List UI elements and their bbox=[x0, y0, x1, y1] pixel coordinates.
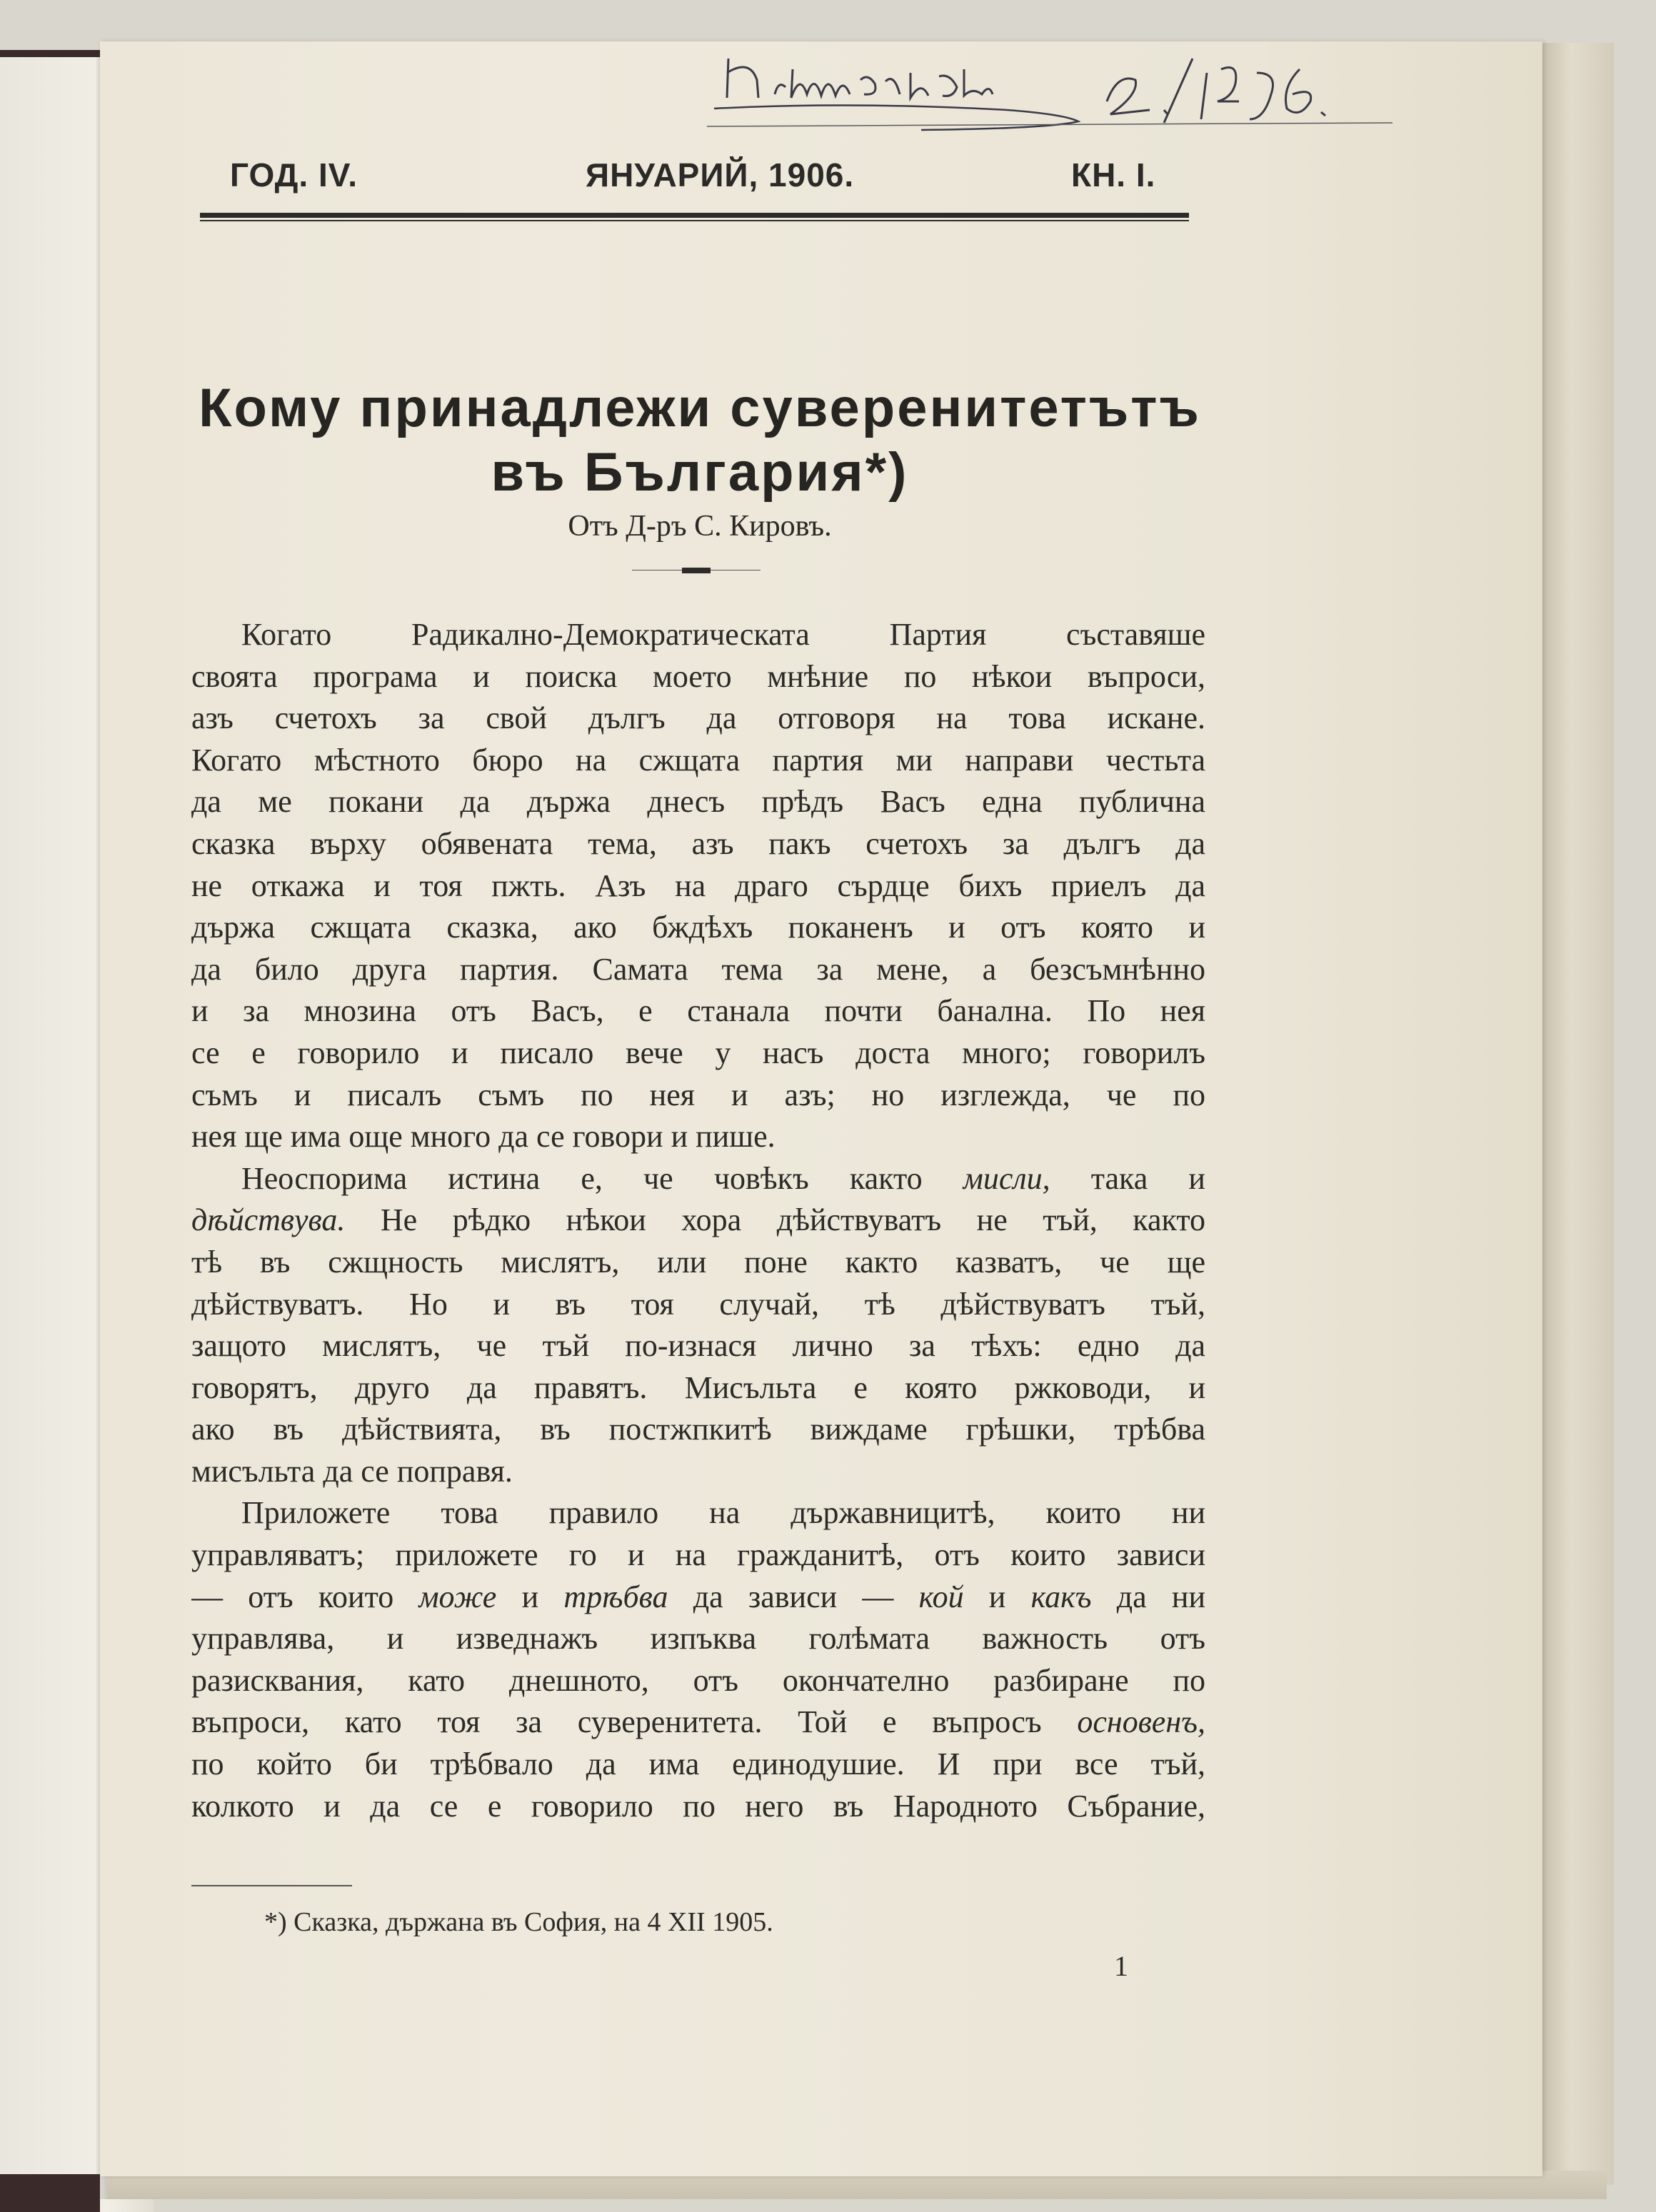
body-line: се е говорило и писало вече у насъ доста много; говорилъ bbox=[191, 1035, 1205, 1070]
italic-run: основенъ, bbox=[1077, 1704, 1205, 1740]
footnote-rule bbox=[191, 1885, 352, 1886]
handwriting-signature-icon bbox=[707, 30, 1392, 137]
body-line: Когато Радикално-Демократическата Партия съставяше bbox=[241, 617, 1205, 652]
body-line: дѣйствуватъ. Но и въ тоя случай, тѣ дѣйствуватъ тъй, bbox=[191, 1286, 1205, 1322]
italic-run: мисли, bbox=[963, 1160, 1050, 1196]
italic-run: кой bbox=[918, 1579, 964, 1614]
text-run: и bbox=[963, 1579, 1031, 1614]
page-number: 1 bbox=[1114, 1950, 1128, 1982]
body-line: управлява, и изведнажъ изпъква голѣмата важность отъ bbox=[191, 1621, 1205, 1657]
body-line: ако въ дѣйствията, въ постжпкитѣ виждаме грѣшки, трѣбва bbox=[191, 1412, 1205, 1447]
body-line: нея ще има още много да се говори и пише. bbox=[191, 1119, 776, 1155]
body-line: колкото и да се е говорило по него въ Народното Събрание, bbox=[191, 1788, 1205, 1824]
running-header bbox=[193, 156, 1193, 198]
handwritten-inscription bbox=[707, 30, 1392, 137]
footnote: *) Сказка, държана въ София, на 4 XII 1905. bbox=[264, 1907, 773, 1937]
body-line: управляватъ; приложете го и на гражданитѣ, отъ които зависи bbox=[191, 1537, 1205, 1573]
body-line: говорятъ, друго да правятъ. Мисъльта е която ржководи, и bbox=[191, 1369, 1205, 1405]
italic-run: трѣбва bbox=[563, 1579, 668, 1614]
header-rule-thick bbox=[200, 213, 1189, 218]
body-line: по който би трѣбвало да има единодушие. И при все тъй, bbox=[191, 1746, 1205, 1782]
text-run: Не рѣдко нѣкои хора дѣйствуватъ не тъй, както bbox=[345, 1202, 1205, 1238]
header-date: ЯНУАРИЙ, 1906. bbox=[586, 156, 855, 193]
body-line: Когато мѣстното бюро на сжщата партия ми направи честьта bbox=[191, 742, 1205, 778]
body-line bbox=[191, 1577, 1205, 1619]
text-run: да зависи — bbox=[668, 1579, 919, 1614]
italic-run: може bbox=[418, 1579, 497, 1614]
book-cover-edge-bottom bbox=[0, 2174, 100, 2212]
article-byline: Отъ Д-ръ С. Кировъ. bbox=[568, 510, 832, 543]
italic-run: какъ bbox=[1030, 1579, 1092, 1614]
text-run: да ни bbox=[1091, 1579, 1205, 1614]
body-line: да било друга партия. Самата тема за мене, а безсъмнѣнно bbox=[191, 951, 1205, 987]
body-line: сказка върху обявената тема, азъ пакъ счетохъ за дългъ да bbox=[191, 825, 1205, 861]
italic-run: дѣйствува. bbox=[191, 1202, 346, 1238]
ornament-divider bbox=[632, 568, 761, 573]
body-line: държа сжщата сказка, ако бждѣхъ поканенъ и отъ която и bbox=[191, 910, 1205, 945]
article-body bbox=[191, 614, 1205, 1827]
body-line: мисъльта да се поправя. bbox=[191, 1453, 513, 1489]
article-title-line-1: Кому принадлежи суверенитетътъ bbox=[199, 378, 1201, 438]
text-run: — отъ които bbox=[191, 1579, 419, 1614]
header-year: ГОД. IV. bbox=[230, 156, 358, 193]
body-line: и за мнозина отъ Васъ, е станала почти банална. По нея bbox=[191, 993, 1205, 1029]
header-rule-thin bbox=[200, 220, 1189, 221]
body-line bbox=[191, 1158, 1205, 1200]
body-line: Приложете това правило на държавницитѣ, които ни bbox=[241, 1495, 1205, 1531]
header-book-number: КН. I. bbox=[1071, 156, 1156, 193]
body-line: азъ счетохъ за свой дългъ да отговоря на това искане. bbox=[191, 700, 1205, 736]
body-line bbox=[191, 1200, 1205, 1242]
body-line: защото мислятъ, че тъй по-изнася лично за тѣхъ: едно да bbox=[191, 1328, 1205, 1364]
text-run: въпроси, като тоя за суверенитета. Той е въпросъ bbox=[191, 1704, 1078, 1740]
article-title-line-2: въ България*) bbox=[491, 442, 909, 503]
body-line: своята програма и поиска моето мнѣние по нѣкои въпроси, bbox=[191, 658, 1205, 694]
text-run: така и bbox=[1050, 1160, 1205, 1196]
page-block-edge bbox=[1542, 43, 1614, 2185]
body-line: не откажа и тоя пжть. Азъ на драго сърдце бихъ приелъ да bbox=[191, 868, 1205, 903]
body-line: да ме покани да държа днесъ прѣдъ Васъ една публична bbox=[191, 784, 1205, 820]
body-line: съмъ и писалъ съмъ по нея и азъ; но изглежда, че по bbox=[191, 1077, 1205, 1112]
text-run: и bbox=[496, 1579, 564, 1614]
body-line: тѣ въ сжщность мислятъ, или поне както казватъ, че ще bbox=[191, 1244, 1205, 1280]
body-line bbox=[191, 1701, 1205, 1744]
body-line: разисквания, като днешното, отъ окончателно разбиране по bbox=[191, 1662, 1205, 1698]
text-run: Неоспорима истина е, че човѣкъ както bbox=[241, 1160, 963, 1196]
